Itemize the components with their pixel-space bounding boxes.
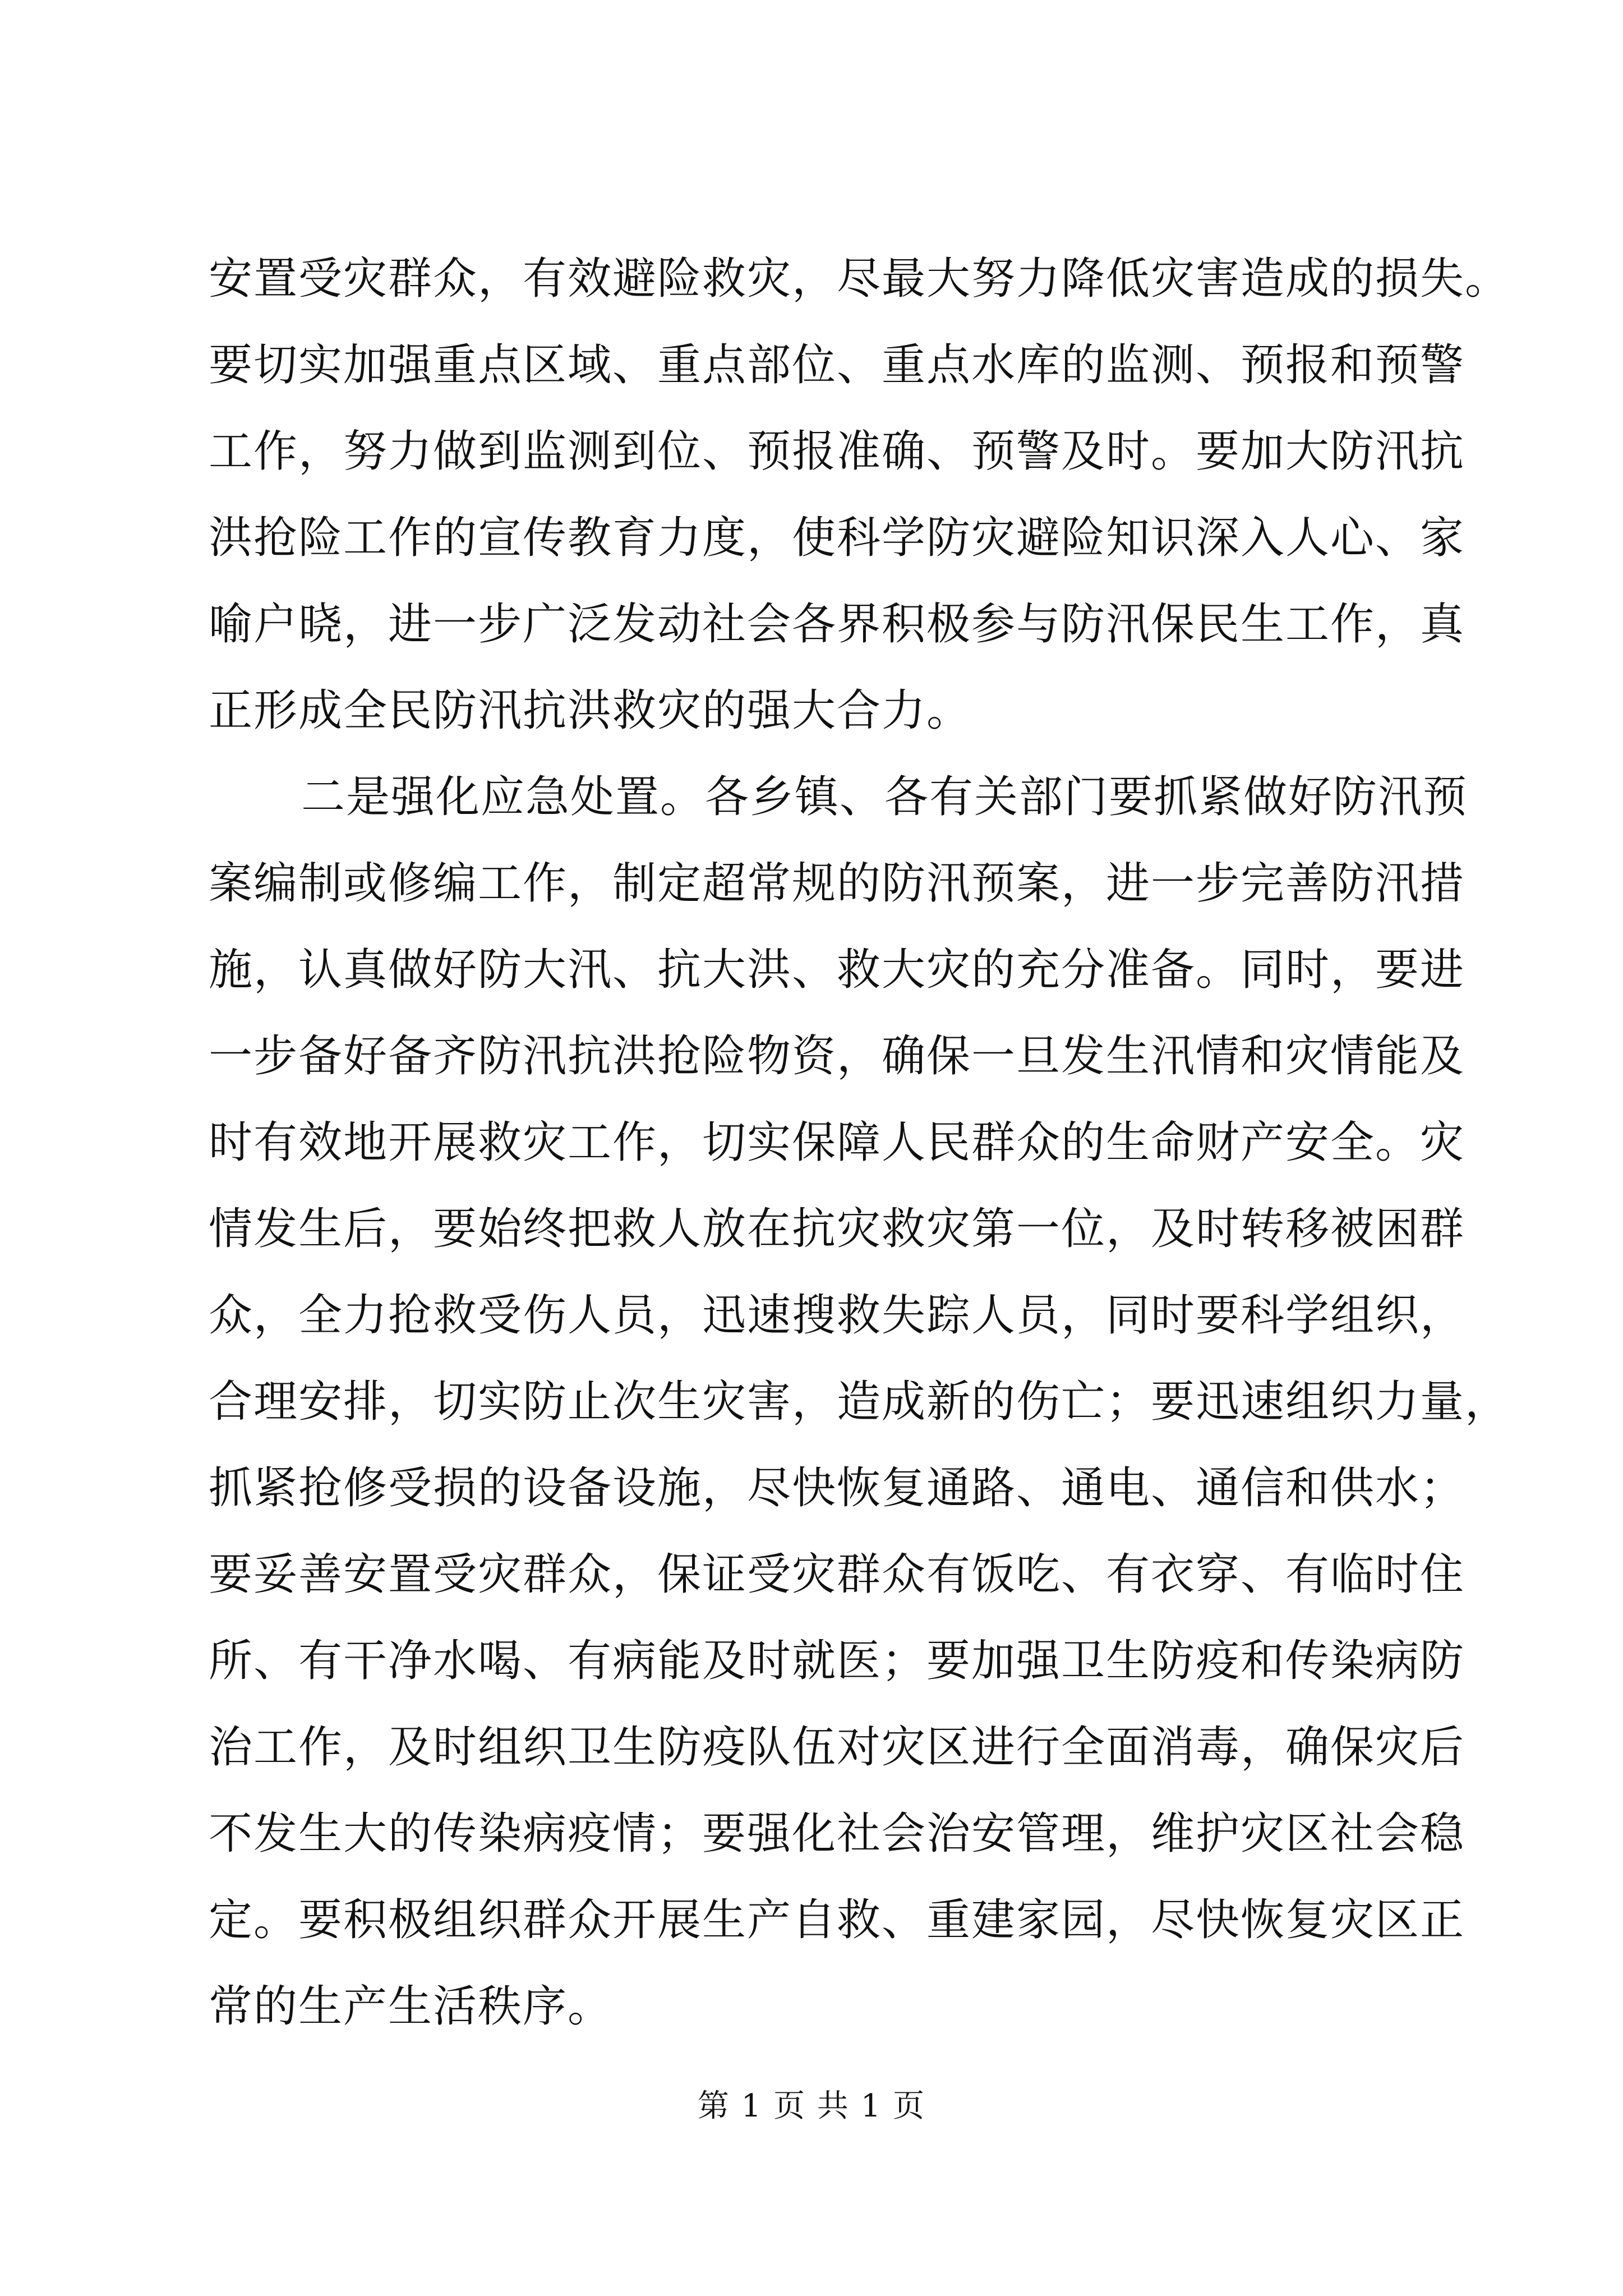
- text-line: 不发生大的传染病疫情；要强化社会治安管理，维护灾区社会稳: [209, 1809, 1465, 1859]
- text-line: 常的生产生活秩序。: [209, 1981, 613, 2032]
- body-text: [209, 236, 1510, 2050]
- text-line: 合理安排，切实防止次生灾害，造成新的伤亡；要迅速组织力量，: [209, 1377, 1510, 1427]
- text-line: 治工作，及时组织卫生防疫队伍对灾区进行全面消毒，确保灾后: [209, 1722, 1465, 1773]
- text-line: 要切实加强重点区域、重点部位、重点水库的监测、预报和预警: [209, 340, 1465, 390]
- text-line: 一步备好备齐防汛抗洪抢险物资，确保一旦发生汛情和灾情能及: [209, 1031, 1465, 1082]
- text-line: 众，全力抢救受伤人员，迅速搜救失踪人员，同时要科学组织，: [209, 1290, 1465, 1341]
- text-line: 时有效地开展救灾工作，切实保障人民群众的生命财产安全。灾: [209, 1117, 1465, 1168]
- text-line: 工作，努力做到监测到位、预报准确、预警及时。要加大防汛抗: [209, 426, 1465, 477]
- text-line: 喻户晓，进一步广泛发动社会各界积极参与防汛保民生工作，真: [209, 599, 1465, 650]
- text-line: 抓紧抢修受损的设备设施，尽快恢复通路、通电、通信和供水；: [209, 1463, 1465, 1513]
- text-line: 要妥善安置受灾群众，保证受灾群众有饭吃、有衣穿、有临时住: [209, 1549, 1465, 1600]
- text-line: 所、有干净水喝、有病能及时就医；要加强卫生防疫和传染病防: [209, 1636, 1465, 1686]
- text-line: 安置受灾群众，有效避险救灾，尽最大努力降低灾害造成的损失。: [209, 254, 1510, 304]
- paragraph-start-line: 二是强化应急处置。各乡镇、各有关部门要抓紧做好防汛预: [301, 772, 1468, 822]
- text-line: 案编制或修编工作，制定超常规的防汛预案，进一步完善防汛措: [209, 858, 1465, 909]
- page-number-footer: 第 1 页 共 1 页: [697, 2088, 926, 2124]
- text-line: 施，认真做好防大汛、抗大洪、救大灾的充分准备。同时，要进: [209, 945, 1465, 995]
- text-line: 正形成全民防汛抗洪救灾的强大合力。: [209, 685, 972, 736]
- text-line: 定。要积极组织群众开展生产自救、重建家园，尽快恢复灾区正: [209, 1895, 1465, 1945]
- text-line: 情发生后，要始终把救人放在抗灾救灾第一位，及时转移被困群: [209, 1204, 1465, 1254]
- text-line: 洪抢险工作的宣传教育力度，使科学防灾避险知识深入人心、家: [209, 513, 1465, 563]
